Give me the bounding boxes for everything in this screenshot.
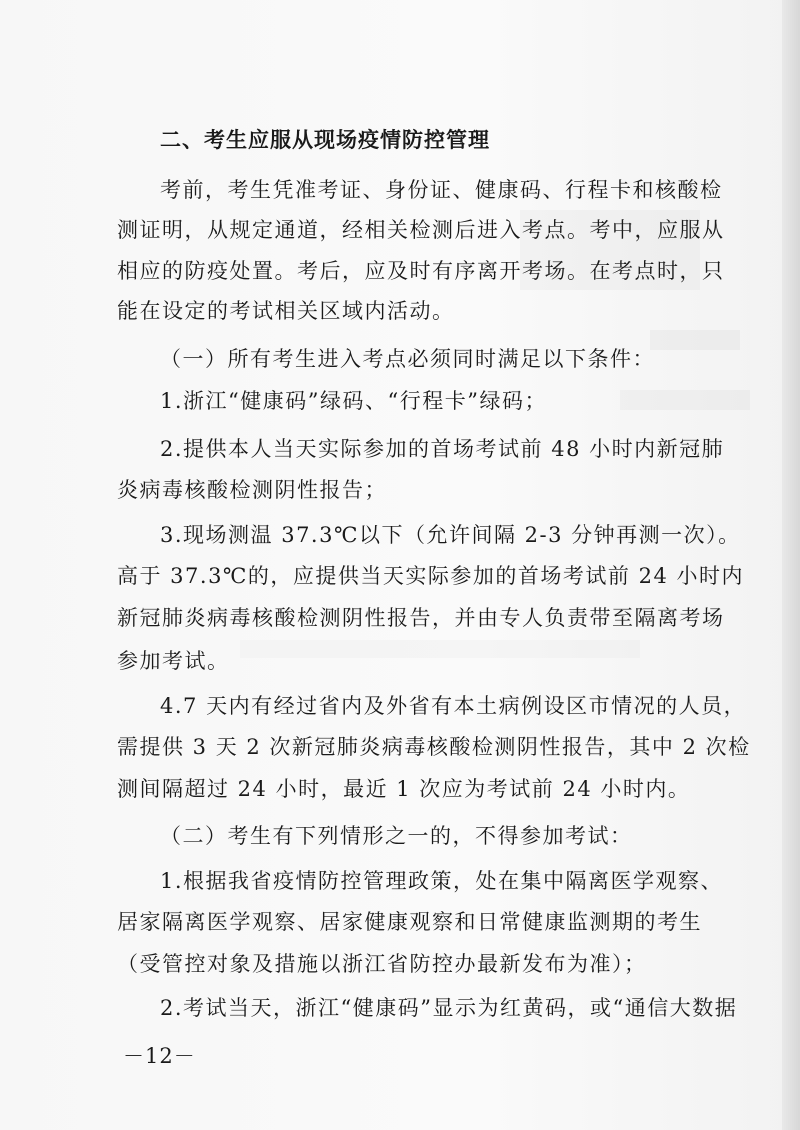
paragraph-line: 考前，考生凭准考证、身份证、健康码、行程卡和核酸检 <box>160 178 723 202</box>
paragraph-line: 高于 37.3℃的，应提供当天实际参加的首场考试前 24 小时内 <box>117 564 744 588</box>
paragraph-line: 3.现场测温 37.3℃以下（允许间隔 2-3 分钟再测一次）。 <box>160 523 741 547</box>
paragraph-line: 能在设定的考试相关区域内活动。 <box>117 299 455 323</box>
paragraph-line: 参加考试。 <box>117 649 230 673</box>
paragraph-line: 测证明，从规定通道，经相关检测后进入考点。考中，应服从 <box>117 218 725 242</box>
paragraph-line: 测间隔超过 24 小时，最近 1 次应为考试前 24 小时内。 <box>117 777 691 801</box>
paragraph-line: 相应的防疫处置。考后，应及时有序离开考场。在考点时，只 <box>117 259 725 283</box>
paragraph-line: 2.提供本人当天实际参加的首场考试前 48 小时内新冠肺 <box>160 437 725 461</box>
paragraph-line: 4.7 天内有经过省内及外省有本土病例设区市情况的人员， <box>160 694 747 718</box>
page-edge-shadow <box>782 0 800 1130</box>
paragraph-line: （受管控对象及措施以浙江省防控办最新发布为准）； <box>117 952 647 976</box>
paragraph-line: 需提供 3 天 2 次新冠肺炎病毒核酸检测阴性报告，其中 2 次检 <box>117 735 751 759</box>
paragraph-line: 新冠肺炎病毒核酸检测阴性报告，并由专人负责带至隔离考场 <box>117 606 725 630</box>
bleed-through-mark <box>620 390 750 410</box>
paragraph-line: 炎病毒核酸检测阴性报告； <box>117 478 387 502</box>
bleed-through-mark <box>650 330 740 350</box>
paragraph-line: （二）考生有下列情形之一的，不得参加考试： <box>160 824 633 848</box>
section-heading: 二、考生应服从现场疫情防控管理 <box>160 128 490 152</box>
paragraph-line: （一）所有考生进入考点必须同时满足以下条件： <box>160 347 655 371</box>
paragraph-line: 居家隔离医学观察、居家健康观察和日常健康监测期的考生 <box>117 910 702 934</box>
paragraph-line: 1.浙江“健康码”绿码、“行程卡”绿码； <box>160 389 547 413</box>
paragraph-line: 1.根据我省疫情防控管理政策，处在集中隔离医学观察、 <box>160 869 724 893</box>
page-number: －12－ <box>123 1044 196 1068</box>
paragraph-line: 2.考试当天，浙江“健康码”显示为红黄码，或“通信大数据 <box>160 996 738 1020</box>
bleed-through-mark <box>240 640 640 658</box>
